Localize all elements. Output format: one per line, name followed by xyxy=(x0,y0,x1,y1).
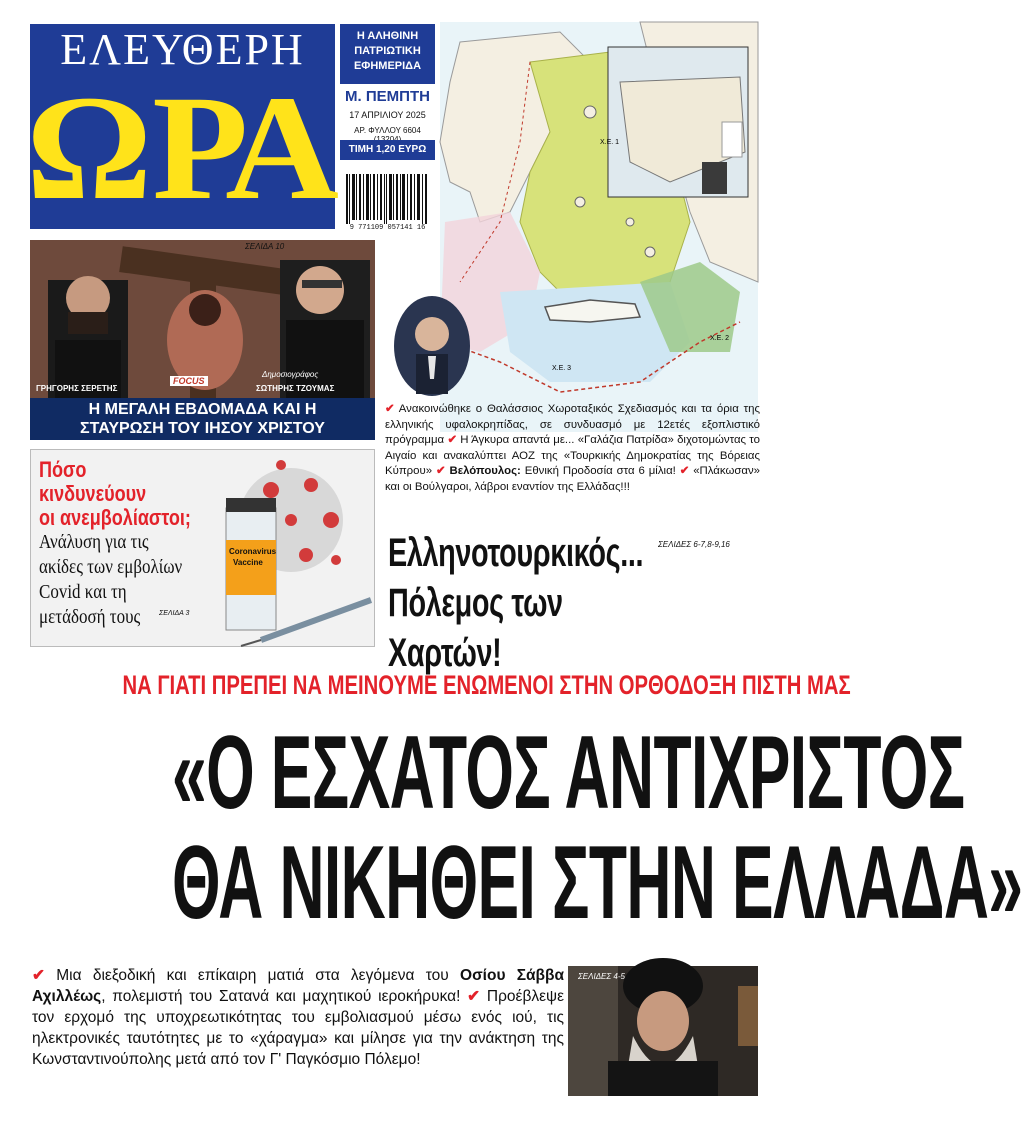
checkmark-icon: ✔ xyxy=(679,465,690,477)
main-headline-line: ΘΑ ΝΙΚΗΘΕΙ ΣΤΗΝ ΕΛΛΑΔΑ» xyxy=(171,825,1022,941)
politician-portrait xyxy=(392,294,472,398)
tagline-line: Η ΑΛΗΘΙΝΗ xyxy=(356,30,419,42)
story-sentence: «Πλάκωσαν» και οι Βούλγαροι, λάβροι εναντίον της Ελλάδας!!! xyxy=(385,465,760,493)
vaccine-question xyxy=(39,458,195,530)
story-speaker: Βελόπουλος: xyxy=(449,465,521,477)
story-subject: Οσίου Σάββα Αχιλλέως xyxy=(32,967,565,1005)
main-story-text xyxy=(32,965,564,1070)
barcode-icon xyxy=(344,174,430,224)
masthead-logo: ΩΡΑ xyxy=(26,65,339,231)
story-sentence: Η Άγκυρα απαντά με... «Γαλάζια Πατρίδα» διχοτομώντας το Αιγαίο και ανακαλύπτει ΑΟΖ της «Τουρκικής Δημοκρατίας της Βόρειας Κύπρου» xyxy=(385,434,760,477)
map-headline-line: Ελληνοτουρκικός... xyxy=(388,531,644,575)
vaccine-question-line: οι ανεμβολίαστοι; xyxy=(39,505,191,530)
map-illustration xyxy=(440,22,758,432)
checkmark-icon: ✔ xyxy=(32,967,45,984)
monk-page-ref: ΣΕΛΙΔΕΣ 4-5 xyxy=(578,972,625,981)
tagline-line: ΠΑΤΡΙΩΤΙΚΗ xyxy=(354,45,421,57)
issue-day: Μ. ΠΕΜΠΤΗ xyxy=(345,88,430,105)
vaccine-summary-line: μετάδοσή τους xyxy=(39,606,141,628)
vaccine-page-ref: ΣΕΛΙΔΑ 3 xyxy=(159,610,190,617)
person-name-left: ΓΡΗΓΟΡΗΣ ΣΕΡΕΤΗΣ xyxy=(36,384,118,393)
checkmark-icon: ✔ xyxy=(385,403,395,415)
vaccine-summary-line: ακίδες των εμβολίων xyxy=(39,556,183,578)
vaccine-panel xyxy=(30,449,375,647)
monk-photo xyxy=(568,966,758,1096)
person-role-right: Δημοσιογράφος xyxy=(262,370,319,379)
issue-date: 17 ΑΠΡΙΛΙΟΥ 2025 xyxy=(349,110,426,120)
person-name-right: ΣΩΤΗΡΗΣ ΤΖΟΥΜΑΣ xyxy=(256,384,335,393)
map-headline xyxy=(388,528,662,678)
masthead-top-word: ΕΛΕΥΘΕΡΗ xyxy=(60,25,305,74)
issue-info-box xyxy=(340,24,435,234)
map-headline-line: Πόλεμος των Χαρτών! xyxy=(388,581,563,675)
easter-caption-line: ΣΤΑΥΡΩΣΗ ΤΟΥ ΙΗΣΟΥ ΧΡΙΣΤΟΥ xyxy=(80,420,325,437)
easter-page-ref: ΣΕΛΙΔΑ 10 xyxy=(245,242,285,251)
checkmark-icon: ✔ xyxy=(436,465,446,477)
story-sentence: Εθνική Προδοσία στα 6 μίλια! xyxy=(524,465,676,477)
story-sentence: , πολεμιστή του Σατανά και μαχητικού ιεροκήρυκα! xyxy=(101,988,461,1005)
story-sentence: Προέβλεψε τον ερχομό της υποχρεωτικότητας του εμβολιασμού μέσω ενός ιού, τις ηλεκτρονικές ταυτότητες με το «χάραγμα» και μίλησε για την ανάκτηση της Κωνσταντινούπολης μετά από τον Γ' Παγκόσμιο Πόλεμο! xyxy=(32,988,564,1068)
map-story-text xyxy=(385,402,760,495)
vaccine-summary-line: Ανάλυση για τις xyxy=(39,531,149,553)
checkmark-icon: ✔ xyxy=(467,988,481,1005)
maritime-map-image xyxy=(440,22,758,432)
main-headline xyxy=(171,715,1022,941)
zone-label: Χ.Ε. 3 xyxy=(552,365,572,372)
main-subhead: ΝΑ ΓΙΑΤΙ ΠΡΕΠΕΙ ΝΑ ΜΕΙΝΟΥΜΕ ΕΝΩΜΕΝΟΙ ΣΤΗΝ ΟΡΘΟΔΟΞΗ ΠΙΣΤΗ ΜΑΣ xyxy=(122,670,851,700)
main-headline-line: «Ο ΕΣΧΑΤΟΣ ΑΝΤΙΧΡΙΣΤΟΣ xyxy=(171,715,965,831)
vial-label: Coronavirus xyxy=(229,547,277,556)
map-page-ref: ΣΕΛΙΔΕΣ 6-7,8-9,16 xyxy=(658,540,730,549)
barcode-number: 9 771109 057141 16 xyxy=(349,224,426,232)
easter-caption xyxy=(30,398,375,440)
story-sentence: Μια διεξοδική και επίκαιρη ματιά στα λεγόμενα του xyxy=(56,967,449,984)
zone-label: Χ.Ε. 1 xyxy=(600,139,620,146)
tagline-line: ΕΦΗΜΕΡΙΔΑ xyxy=(353,60,422,72)
easter-caption-line: Η ΜΕΓΑΛΗ ΕΒΔΟΜΑΔΑ ΚΑΙ Η xyxy=(88,401,317,418)
issue-number: ΑΡ. ΦΥΛΛΟΥ 6604 xyxy=(354,126,421,135)
zone-label: Χ.Ε. 2 xyxy=(710,335,730,342)
issue-price: ΤΙΜΗ 1,20 ΕΥΡΩ xyxy=(340,140,435,160)
checkmark-icon: ✔ xyxy=(447,434,457,446)
vaccine-question-line: Πόσο κινδυνεύουν xyxy=(39,457,147,506)
focus-logo: FOCUS xyxy=(170,376,208,386)
vaccine-summary-line: Covid και τη xyxy=(39,581,127,603)
story-sentence: Ανακοινώθηκε ο Θαλάσσιος Χωροταξικός Σχεδιασμός και τα όρια της ελληνικής υφαλοκρηπίδας, σε συνδυασμό με 12ετές εξοπλιστικό πρόγραμμα xyxy=(385,403,760,446)
tagline xyxy=(340,24,435,84)
masthead xyxy=(26,24,339,231)
vial-label: Vaccine xyxy=(233,558,263,567)
monk-illustration xyxy=(568,966,758,1096)
